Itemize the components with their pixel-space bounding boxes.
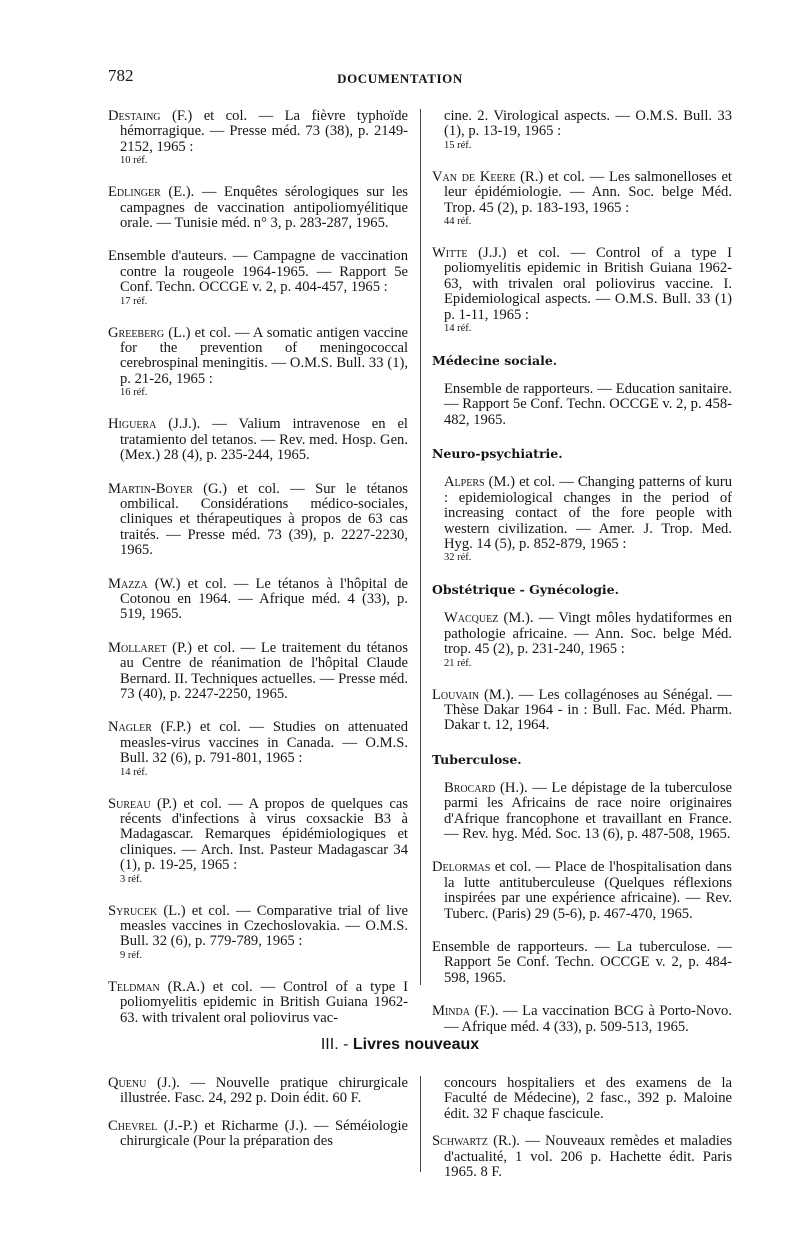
entry-text xyxy=(432,109,732,140)
right-column xyxy=(432,109,732,1053)
bibliography-entry xyxy=(432,1134,732,1180)
entry-citation: concours hospitaliers et des examens de la Faculté de Médecine), 2 fasc., 392 p. Maloine édit. 32 F chaque fascicule. xyxy=(444,1075,732,1122)
entry-author: Nagler xyxy=(108,719,152,736)
entry-author: Delormas xyxy=(432,859,491,876)
bibliography-entry xyxy=(432,170,732,228)
entry-author: Wacquez xyxy=(444,610,499,627)
bibliography-entry xyxy=(108,720,408,778)
entry-ref-count: 16 réf. xyxy=(120,387,148,399)
entry-text xyxy=(432,170,732,216)
entry-text xyxy=(108,249,408,295)
entry-author: Witte xyxy=(432,245,468,262)
bibliography-entry xyxy=(432,382,732,428)
books-right-column xyxy=(432,1076,732,1192)
entry-text xyxy=(432,860,732,922)
entry-citation: (M.). — Vingt môles hydatiformes en pathologie africaine. — Ann. Soc. belge Méd. trop. 45 (2), p. 231-240, 1965 : xyxy=(444,610,732,658)
entry-citation: (G.) et col. — Sur le tétanos ombilical. Considérations médico-sociales, cliniques et thérapeutiques à propos de 63 cas traités. — Presse méd. 73 (39), p. 2227-2230, 1965. xyxy=(120,480,408,559)
entry-citation: (R.). — Nouveaux remèdes et maladies d'actualité, 1 vol. 206 p. Hachette édit. Paris 1965. 8 F. xyxy=(444,1133,732,1181)
rubric-heading: Médecine sociale. xyxy=(432,353,558,369)
bibliography-entry xyxy=(108,1119,408,1150)
bibliography-entry xyxy=(108,797,408,886)
entry-ref-count: 14 réf. xyxy=(444,323,472,335)
section-title: Livres nouveaux xyxy=(352,1036,480,1053)
entry-citation: Ensemble d'auteurs. — Campagne de vaccination contre la rougeole 1964-1965. — Rapport 5e Conf. Techn. OCCGE v. 2, p. 404-457, 1965 : xyxy=(108,248,408,296)
books-column-divider xyxy=(420,1076,421,1172)
entry-ref-count: 15 réf. xyxy=(444,139,472,151)
entry-text xyxy=(108,577,408,623)
entry-ref-count: 14 réf. xyxy=(120,766,148,778)
entry-citation: cine. 2. Virological aspects. — O.M.S. Bull. 33 (1), p. 13-19, 1965 : xyxy=(444,108,732,140)
entry-citation: (R.) et col. — Les salmonelloses et leur épidémiologie. — Ann. Soc. belge Méd. Trop. 45 (2), p. 183-193, 1965 : xyxy=(444,168,732,216)
bibliography-entry xyxy=(432,781,732,843)
entry-citation: (L.) et col. — Comparative trial of live measles vaccines in Czechoslovakia. — O.M.S. Bull. 32 (6), p. 779-789, 1965 : xyxy=(120,902,408,950)
rubric-heading: Tuberculose. xyxy=(432,751,522,767)
entry-citation: (J.). — Nouvelle pratique chirurgicale illustrée. Fasc. 24, 292 p. Doin édit. 60 F. xyxy=(120,1075,408,1107)
bibliography-entry xyxy=(108,1076,408,1107)
entry-author: Syrucek xyxy=(108,902,158,919)
entry-text xyxy=(108,326,408,388)
entry-text xyxy=(108,720,408,766)
entry-text xyxy=(432,475,732,552)
obst-entries xyxy=(432,611,732,733)
entry-author: Mazza xyxy=(108,575,148,592)
entry-author: Higuera xyxy=(108,416,157,433)
entry-citation: (E.). — Enquêtes sérologiques sur les campagnes de vaccination antipoliomyélitique orale. — Tunisie méd. n° 3, p. 283-287, 1965. xyxy=(120,184,408,232)
bibliography-entry xyxy=(432,860,732,922)
column-divider xyxy=(420,109,421,985)
bibliography-entry xyxy=(432,475,732,564)
entry-author: Martin-Boyer xyxy=(108,480,193,497)
entry-ref-count: 32 réf. xyxy=(444,552,472,564)
section-number: III. - xyxy=(320,1036,353,1053)
bibliography-entry xyxy=(432,1004,732,1035)
rubric-heading: Obstétrique - Gynécologie. xyxy=(432,582,619,598)
page-title: DOCUMENTATION xyxy=(337,71,463,86)
entry-text xyxy=(108,1076,408,1107)
sociale-entries xyxy=(432,382,732,428)
entry-text xyxy=(432,688,732,734)
section-heading xyxy=(0,1036,800,1054)
rubric-heading: Neuro-psychiatrie. xyxy=(432,446,563,462)
entry-ref-count: 9 réf. xyxy=(120,949,143,961)
entry-author: Sureau xyxy=(108,795,151,812)
bibliography-entry xyxy=(108,109,408,167)
entry-text xyxy=(108,641,408,703)
entry-citation: (P.) et col. — Le traitement du tétanos au Centre de réanimation de l'hôpital Claude Bernard. II. Techniques actuelles. — Presse méd. 73 (40), p. 2247-2250, 1965. xyxy=(120,639,408,702)
entry-text xyxy=(108,797,408,874)
entry-citation: (H.). — Le dépistage de la tuberculose parmi les Africains de race noire originaires d'Afrique francophone et travaillant en France. — Rev. hyg. Méd. Soc. 13 (6), p. 487-508, 1965. xyxy=(444,779,732,842)
bibliography-entry xyxy=(432,246,732,335)
entry-citation: (R.A.) et col. — Control of a type I poliomyelitis epidemic in British Guiana 1962-63. with trivalent oral poliovirus vac- xyxy=(120,978,408,1026)
entry-text xyxy=(108,904,408,950)
entry-text xyxy=(108,980,408,1026)
entry-text xyxy=(432,781,732,843)
tuber-entries xyxy=(432,781,732,1035)
bibliography-entry xyxy=(432,1076,732,1122)
entry-text xyxy=(432,940,732,986)
entry-citation: (P.) et col. — A propos de quelques cas récents d'infections à virus coxsackie B3 à Madagascar. Remarques épidémiologiques et cliniques. — Arch. Inst. Pasteur Madagascar 34 (1), p. 19-25, 1965 : xyxy=(120,795,408,874)
entry-citation: Ensemble de rapporteurs. — La tuberculose. — Rapport 5e Conf. Techn. OCCGE v. 2, p. 484-598, 1965. xyxy=(432,939,732,986)
bibliography-entry xyxy=(108,185,408,231)
entry-author: Mollaret xyxy=(108,639,167,656)
bibliography-entry xyxy=(108,249,408,307)
entry-text xyxy=(108,417,408,463)
entry-author: Alpers xyxy=(444,474,485,491)
entry-author: Schwartz xyxy=(432,1133,488,1150)
entry-citation: (F.) et col. — La fièvre typhoïde hémorragique. — Presse méd. 73 (38), p. 2149-2152, 1965 : xyxy=(120,108,408,155)
entry-author: Brocard xyxy=(444,779,496,796)
entry-author: Greeberg xyxy=(108,324,165,341)
bibliography-entry xyxy=(108,904,408,962)
entry-ref-count: 17 réf. xyxy=(120,295,148,307)
entry-ref-count: 10 réf. xyxy=(120,155,148,167)
entry-citation: (L.) et col. — A somatic antigen vaccine for the prevention of meningococcal cerebrospinal meningitis. — O.M.S. Bull. 33 (1), p. 21-26, 1965 : xyxy=(120,324,408,387)
entry-author: Van de Keere xyxy=(432,168,516,185)
bibliography-entry xyxy=(432,940,732,986)
entry-ref-count: 3 réf. xyxy=(120,873,143,885)
bibliography-entry xyxy=(432,109,732,152)
neuro-entries xyxy=(432,475,732,564)
bibliography-entry xyxy=(108,326,408,400)
entry-text xyxy=(432,611,732,657)
entry-text xyxy=(108,185,408,231)
entry-text xyxy=(432,382,732,428)
bibliography-entry xyxy=(108,417,408,463)
entry-text xyxy=(432,1076,732,1122)
entry-author: Minda xyxy=(432,1003,470,1020)
entry-citation: (F.). — La vaccination BCG à Porto-Novo. — Afrique méd. 4 (33), p. 509-513, 1965. xyxy=(444,1003,732,1035)
bibliography-entry xyxy=(108,482,408,559)
books-left-column xyxy=(108,1076,408,1162)
left-column xyxy=(108,109,408,1044)
right-entries xyxy=(432,109,732,335)
entry-author: Chevrel xyxy=(108,1117,158,1134)
bibliography-entry xyxy=(108,641,408,703)
bibliography-entry xyxy=(432,688,732,734)
entry-text xyxy=(108,109,408,155)
bibliography-entry xyxy=(432,611,732,669)
page-number: 782 xyxy=(108,66,134,85)
entry-citation: (F.P.) et col. — Studies on attenuated measles-virus vaccines in Canada. — O.M.S. Bull. 32 (6), p. 791-801, 1965 : xyxy=(120,719,408,767)
entry-author: Destaing xyxy=(108,108,161,124)
entry-citation: (J.-P.) et Richarme (J.). — Séméiologie chirurgicale (Pour la préparation des xyxy=(120,1117,408,1150)
entry-text xyxy=(108,1119,408,1150)
bibliography-entry xyxy=(108,980,408,1026)
entry-text xyxy=(108,482,408,559)
entry-text xyxy=(432,246,732,323)
entry-citation: (W.) et col. — Le tétanos à l'hôpital de Cotonou en 1964. — Afrique méd. 4 (33), p. 519, 1965. xyxy=(120,575,408,623)
entry-author: Teldman xyxy=(108,978,160,995)
entry-author: Edlinger xyxy=(108,184,161,201)
entry-citation: Ensemble de rapporteurs. — Education sanitaire. — Rapport 5e Conf. Techn. OCCGE v. 2, p. 458-482, 1965. xyxy=(444,381,732,428)
entry-ref-count: 44 réf. xyxy=(444,216,472,228)
bibliography-entry xyxy=(108,577,408,623)
entry-citation: (M.) et col. — Changing patterns of kuru : epidemiological changes in the period of increasing contact of the fore people with western civilization. — Amer. J. Trop. Med. Hyg. 14 (5), p. 852-879, 1965 : xyxy=(444,474,732,552)
entry-text xyxy=(432,1134,732,1180)
entry-text xyxy=(432,1004,732,1035)
entry-citation: et col. — Place de l'hospitalisation dans la lutte antituberculeuse (Quelques réflexions inspirées par une expérience africaine). — Rev. Tuberc. (Paris) 29 (5-6), p. 467-470, 1965. xyxy=(444,859,732,922)
entry-ref-count: 21 réf. xyxy=(444,657,472,669)
entry-author: Louvain xyxy=(432,686,480,703)
entry-citation: (M.). — Les collagénoses au Sénégal. — Thèse Dakar 1964 - in : Bull. Fac. Méd. Pharm. Dakar t. 12, 1964. xyxy=(444,686,732,734)
entry-citation: (J.J.). — Valium intravenose en el tratamiento del tetanos. — Rev. med. Hosp. Gen. (Mex.) 28 (4), p. 235-244, 1965. xyxy=(120,416,408,464)
entry-author: Quenu xyxy=(108,1075,147,1091)
entry-citation: (J.J.) et col. — Control of a type I poliomyelitis epidemic in British Guiana 1962-63, with trivalen oral poliovirus vaccine. I. Epidemiological aspects. — O.M.S. Bull. 33 (1) p. 1-11, 1965 : xyxy=(444,245,732,323)
